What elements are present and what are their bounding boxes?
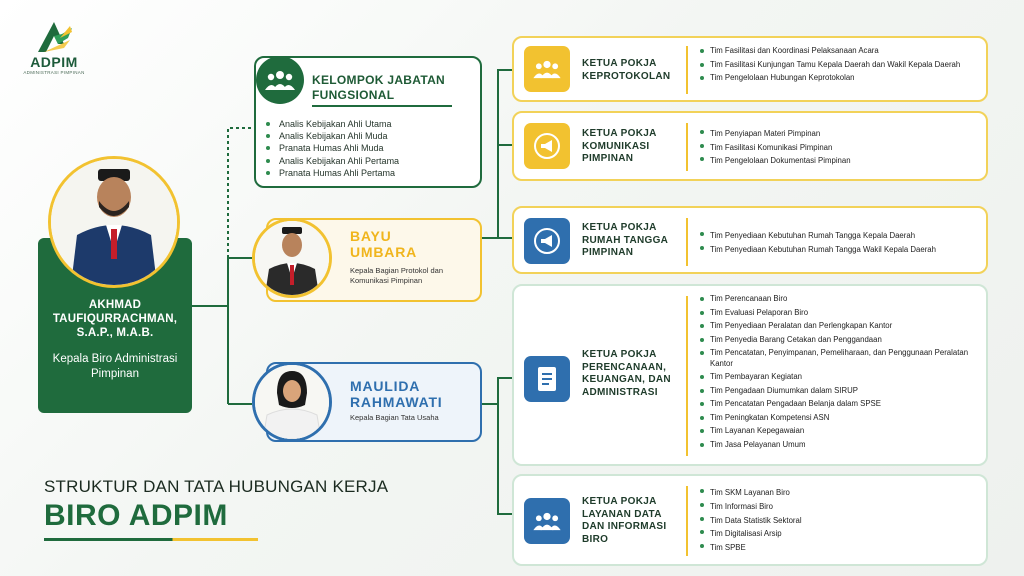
pokja-divider [686, 123, 688, 171]
list-item: Tim Pengelolaan Dokumentasi Pimpinan [700, 154, 980, 168]
list-item: Tim Penyediaan Kebutuhan Rumah Tangga Kepala Daerah [700, 229, 986, 243]
bayu-role-text: Kepala Bagian Protokol dan Komunikasi Pimpinan [350, 266, 443, 285]
adpim-logo [22, 20, 86, 75]
list-item: Tim Layanan Kepegawaian [700, 426, 970, 437]
pokja-divider [686, 486, 688, 556]
list-item: Tim Fasilitasi Komunikasi Pimpinan [700, 141, 980, 155]
bayu-name [350, 229, 430, 260]
list-item: Tim Pengadaan Diumumkan dalam SIRUP [700, 386, 970, 397]
title-underline [44, 538, 258, 541]
list-item: Tim Informasi Biro [700, 500, 980, 514]
pokja-list [700, 294, 970, 450]
person-icon [51, 159, 177, 285]
pokja-divider [686, 218, 688, 266]
head-role: Kepala Biro Administrasi Pimpinan [52, 353, 178, 380]
logo-subtitle: ADMINISTRASI PIMPINAN [23, 70, 85, 75]
list-item: Tim Penyedia Barang Cetakan dan Penggandaan [700, 335, 970, 346]
head-photo [48, 156, 180, 288]
list-item: Tim Penyediaan Kebutuhan Rumah Tangga Wakil Kepala Daerah [700, 243, 986, 257]
page-title: BIRO ADPIM [44, 499, 228, 532]
list-item: Tim Penyiapan Materi Pimpinan [700, 127, 980, 141]
list-item: Analis Kebijakan Ahli Muda [266, 130, 399, 142]
page-subtitle: STRUKTUR DAN TATA HUBUNGAN KERJA [44, 477, 389, 496]
list-item: Tim Fasilitasi dan Koordinasi Pelaksanaan Acara [700, 46, 980, 57]
kelompok-divider [312, 105, 452, 107]
pokja-card-keprotokolan [512, 36, 988, 102]
pokja-list [700, 46, 980, 84]
list-item: Tim Jasa Pelayanan Umum [700, 440, 970, 451]
pokja-divider [686, 46, 688, 94]
logo-title: ADPIM [30, 54, 78, 70]
maulida-name-text: MAULIDA RAHMAWATI [350, 378, 443, 410]
list-item: Tim Pencatatan Pengadaan Belanja dalam SPSE [700, 399, 970, 410]
list-item: Tim Evaluasi Pelaporan Biro [700, 308, 970, 319]
pokja-title: KETUA POKJA KOMUNIKASI PIMPINAN [582, 128, 657, 164]
kelompok-title [312, 73, 462, 103]
maulida-name [350, 379, 470, 410]
list-item: Pranata Humas Ahli Muda [266, 142, 399, 154]
bayu-name-text: BAYU UMBARA [350, 228, 418, 260]
list-item: Analis Kebijakan Ahli Pertama [266, 155, 399, 167]
list-item: Tim Pencatatan, Penyimpanan, Pemeliharaan, dan Penggunaan Peralatan Kantor [700, 348, 970, 369]
list-item: Tim Peningkatan Kompetensi ASN [700, 413, 970, 424]
group-icon [524, 46, 570, 92]
group-icon [256, 56, 304, 104]
document-icon [524, 356, 570, 402]
bayu-photo [252, 218, 332, 298]
list-item: Tim Pengelolaan Hubungan Keprotokolan [700, 73, 980, 84]
pokja-list [700, 127, 980, 168]
list-item: Tim Data Statistik Sektoral [700, 514, 980, 528]
pokja-card-layanan-data [512, 474, 988, 566]
pokja-title: KETUA POKJA PERENCANAAN, KEUANGAN, DAN ADMINISTRASI [582, 349, 671, 398]
maulida-photo [252, 362, 332, 442]
pokja-card-rumah-tangga [512, 206, 988, 274]
list-item: Tim Digitalisasi Arsip [700, 527, 980, 541]
megaphone-icon [524, 123, 570, 169]
list-item: Tim Perencanaan Biro [700, 294, 970, 305]
list-item: Analis Kebijakan Ahli Utama [266, 118, 399, 130]
kelompok-list [266, 118, 399, 179]
pokja-title: KETUA POKJA KEPROTOKOLAN [582, 58, 671, 82]
person-icon [255, 221, 329, 295]
adpim-logo-icon [34, 20, 74, 54]
megaphone-icon [524, 218, 570, 264]
list-item: Tim SPBE [700, 541, 980, 555]
pokja-divider [686, 296, 688, 456]
kelompok-title-text: KELOMPOK JABATAN FUNGSIONAL [312, 73, 446, 102]
group-icon [524, 498, 570, 544]
list-item: Tim Penyediaan Peralatan dan Perlengkapan Kantor [700, 321, 970, 332]
list-item: Tim Pembayaran Kegiatan [700, 372, 970, 383]
list-item: Pranata Humas Ahli Pertama [266, 167, 399, 179]
pokja-list [700, 229, 986, 257]
maulida-role: Kepala Bagian Tata Usaha [350, 413, 439, 422]
person-icon [255, 365, 329, 439]
pokja-list [700, 486, 980, 555]
pokja-card-komunikasi [512, 111, 988, 181]
list-item: Tim SKM Layanan Biro [700, 486, 980, 500]
pokja-card-perencanaan [512, 284, 988, 466]
pokja-title: KETUA POKJA LAYANAN DATA DAN INFORMASI BIRO [582, 496, 667, 545]
bayu-role [350, 266, 462, 286]
list-item: Tim Fasilitasi Kunjungan Tamu Kepala Daerah dan Wakil Kepala Daerah [700, 60, 980, 71]
head-name: AKHMAD TAUFIQURRACHMAN, S.A.P., M.A.B. [52, 299, 178, 339]
pokja-title: KETUA POKJA RUMAH TANGGA PIMPINAN [582, 222, 668, 258]
